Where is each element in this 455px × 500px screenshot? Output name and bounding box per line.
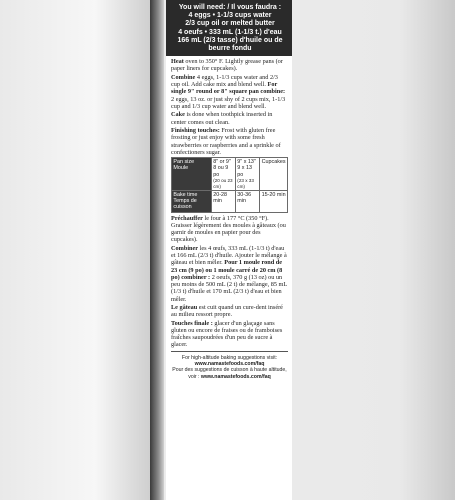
altitude-footer [171, 355, 288, 380]
bake-time-8-9: 20-28 min [211, 190, 235, 212]
finish-title: Finishing touches: [171, 127, 220, 135]
header-line-4: 4 oeufs • 333 mL (1-1/3 t.) d'eau [178, 28, 282, 36]
box-edge-shadow [150, 0, 164, 500]
bake-time-table [171, 157, 288, 212]
prechauffer-paragraph [171, 215, 288, 244]
combiner-title: Combiner [171, 244, 199, 252]
touches-title: Touches finale : [171, 319, 213, 327]
combiner-text: les 4 œufs, 333 mL (1-1/3 t) d'eau et 166 mL (2/3 t) d'huile. Ajouter le mélange à gâteau et bien mêler. [171, 244, 287, 267]
pan-size-8-9: 8" or 9" 8 ou 9 po [213, 159, 231, 178]
table-row [172, 190, 288, 212]
table-row [172, 158, 288, 191]
footer-fr-text [171, 367, 288, 380]
bake-time-cupcakes: 15-20 min [260, 190, 288, 212]
moule-text: 2 oeufs, 370 g (13 oz) ou un peu moins de 500 mL (2 t) de mélange, 85 mL (1/3 t) d'huile et 170 mL (2/3 t) d'eau et bien mêler. [171, 273, 288, 303]
moule-title: Pour 1 moule rond de 23 cm (9 po) ou 1 moule carré de 20 cm (8 po) combiner : [171, 259, 283, 281]
gateau-title: Le gâteau [171, 304, 198, 312]
instructions-label [166, 0, 292, 500]
done-paragraph [171, 111, 288, 126]
table-cell [235, 158, 259, 191]
divider [171, 351, 288, 352]
you-will-need-header [166, 0, 292, 56]
gateau-text: est cuit quand un cure-dent inséré au milieu ressort propre. [171, 304, 283, 319]
instructions-body [166, 56, 292, 380]
pan-size-9x13-metric: (23 x 33 cm) [237, 178, 254, 189]
combiner-paragraph [171, 245, 288, 303]
table-cell [211, 158, 235, 191]
footer-fr-url: www.namastefoods.com/faq [200, 373, 271, 380]
header-line-3: 2/3 cup oil or melted butter [185, 20, 275, 28]
footer-en-text: For high-altitude baking suggestions visit: [181, 354, 278, 361]
combine-paragraph [171, 74, 288, 110]
pan-size-8-9-metric: (20 ou 23 cm) [213, 178, 233, 189]
done-text: is done when toothpick inserted in center comes out clean. [171, 111, 273, 126]
combine-text: 4 eggs, 1-1/3 cups water and 2/3 cup oil. Add cake mix and blend well. [171, 73, 278, 89]
heat-paragraph [171, 58, 288, 73]
touches-text: glacer d'un glaçage sans gluten ou encore de fraises ou de framboises fraîches saupoudrées d'un peu de sucre à glacer. [171, 319, 283, 349]
pan-size-cupcakes: Cupcakes [260, 158, 288, 191]
prechauffer-text: le four à 177 °C (350 °F). Graisser légèrement des moules à gâteaux (ou garnir de moules en papier pour des cupcakes). [171, 214, 286, 244]
single-pan-title: For single 9" round or 8" square pan combine: [171, 81, 286, 96]
bake-time-label: Bake time Temps de cuisson [172, 190, 212, 212]
pan-size-label: Pan size Moule [172, 158, 212, 191]
finish-text: Frost with gluten free frosting or just enjoy with some fresh strawberries or raspberries and a sprinkle of confectioners sugar. [171, 127, 281, 156]
heat-text: oven to 350° F. Lightly grease pans (or paper liners for cupcakes). [171, 58, 283, 73]
pan-size-9x13: 9" x 13" 9 x 13 po [237, 159, 256, 178]
header-line-6: beurre fondu [208, 45, 252, 53]
heat-title: Heat [171, 58, 184, 66]
touches-paragraph [171, 320, 288, 349]
footer-fr-label: Pour des suggestions de cuisson à haute altitude, voir : [172, 367, 287, 380]
header-line-1: You will need: / Il vous faudra : [178, 4, 282, 11]
single-pan-text: 2 eggs, 13 oz. or just shy of 2 cups mix, 1-1/3 cup and 1/3 cup water and blend well. [171, 95, 286, 110]
bake-time-9x13: 30-36 min [235, 190, 259, 212]
done-title: Cake [171, 111, 185, 119]
combine-title: Combine [171, 73, 196, 81]
finish-paragraph [171, 127, 288, 156]
gateau-paragraph [171, 304, 288, 319]
header-line-2: 4 eggs • 1-1/3 cups water [188, 12, 272, 20]
footer-en-url: www.namastefoods.com/faq [194, 361, 265, 368]
prechauffer-title: Préchauffer [171, 214, 203, 222]
header-line-5: 166 mL (2/3 tasse) d'huile ou de [177, 36, 283, 44]
